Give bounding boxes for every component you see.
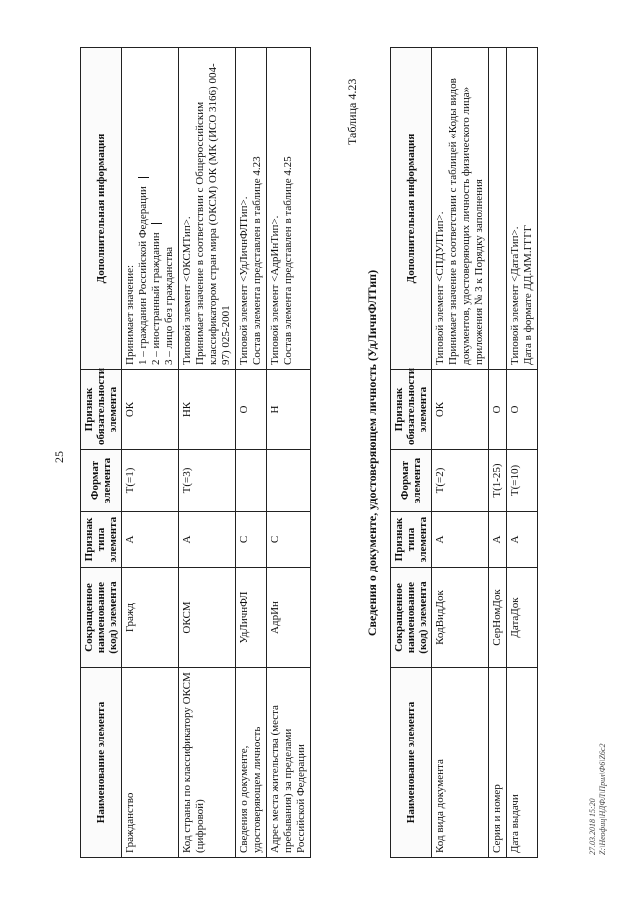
cell-format (236, 450, 267, 512)
cell-required: О (489, 370, 507, 450)
file-stamp (588, 744, 608, 855)
header-required: Признак обязательности элемента (81, 370, 122, 450)
table-row (489, 48, 507, 858)
header-format: Формат элемента (391, 450, 432, 512)
cell-name: Адрес места жительства (места пребывания) за пределами Российской Федерации (267, 668, 311, 858)
info-line: Типовой элемент <УдЛичнФЛТип>. (238, 196, 250, 365)
info-line: Типовой элемент <АдрИнТип>. (269, 215, 281, 365)
cell-info (489, 48, 507, 370)
table-row (122, 48, 179, 858)
table-caption: Таблица 4.23 (345, 78, 359, 145)
table-row (432, 48, 489, 858)
info-line: 3 – лицо без гражданства (163, 246, 175, 365)
cell-info (507, 48, 538, 370)
correction-mark (151, 223, 162, 224)
info-line: Типовой элемент <ОКСМТип>. (181, 216, 193, 365)
cell-required: ОК (432, 370, 489, 450)
correction-mark (138, 177, 149, 178)
header-code: Сокращенное наименование (код) элемента (81, 568, 122, 668)
cell-format: T(=2) (432, 450, 489, 512)
stamp-path: Z:\Неофиц\НДФЛ\Прил\Ф6\Z6c2 (598, 743, 607, 855)
cell-info (236, 48, 267, 370)
cell-type: А (122, 512, 179, 568)
table-header-row (81, 48, 122, 858)
cell-type: А (432, 512, 489, 568)
header-name: Наименование элемента (81, 668, 122, 858)
cell-required: НК (179, 370, 236, 450)
cell-code: УдЛичнФЛ (236, 568, 267, 668)
cell-code: АдрИн (267, 568, 311, 668)
cell-format: T(1-25) (489, 450, 507, 512)
cell-format: T(=3) (179, 450, 236, 512)
info-line: 2 – иностранный гражданин (150, 52, 163, 365)
cell-required: О (236, 370, 267, 450)
cell-format: T(=1) (122, 450, 179, 512)
info-line: Принимает значение в соответствии с Общероссийским классификатором стран мира (ОКСМ) ОК (МК (ИСО 3166) 004-97) 025-2001 (194, 63, 232, 365)
cell-type: А (179, 512, 236, 568)
table-row (267, 48, 311, 858)
cell-format: T(=10) (507, 450, 538, 512)
info-line: 1 – гражданин Российской Федерации (137, 52, 150, 365)
cell-code: СерНомДок (489, 568, 507, 668)
header-info: Дополнительная информация (391, 48, 432, 370)
elements-table-2 (390, 47, 538, 858)
table-row (179, 48, 236, 858)
cell-format (267, 450, 311, 512)
page-number: 25 (52, 451, 66, 463)
cell-required: ОК (122, 370, 179, 450)
cell-type: А (489, 512, 507, 568)
cell-required: О (507, 370, 538, 450)
cell-type: С (236, 512, 267, 568)
stamp-date: 27.03.2018 15:20 (588, 798, 597, 855)
table-row (507, 48, 538, 858)
cell-info (122, 48, 179, 370)
cell-type: А (507, 512, 538, 568)
table-title: Сведения о документе, удостоверяющем личность (УдЛичнФЛТип) (365, 269, 379, 637)
info-line: Типовой элемент <СПДУЛТип>. (434, 211, 446, 365)
table-header-row (391, 48, 432, 858)
cell-code: КодВидДок (432, 568, 489, 668)
cell-name: Сведения о документе, удостоверяющем личность (236, 668, 267, 858)
cell-name: Дата выдачи (507, 668, 538, 858)
cell-info (432, 48, 489, 370)
info-line: Принимает значение в соответствии с таблицей «Коды видов документов, удостоверяющих личность физического лица» приложения № 3 к Порядку заполнения (447, 78, 485, 365)
cell-name: Код страны по классификатору ОКСМ (цифровой) (179, 668, 236, 858)
info-line: Дата в формате ДД.ММ.ГГГГ (522, 224, 534, 365)
elements-table-1 (80, 47, 311, 858)
header-type: Признак типа элемента (391, 512, 432, 568)
header-format: Формат элемента (81, 450, 122, 512)
info-line: Типовой элемент <ДатаТип>. (509, 226, 521, 365)
cell-code: ДатаДок (507, 568, 538, 668)
cell-name: Гражданство (122, 668, 179, 858)
cell-code: Гражд (122, 568, 179, 668)
info-line: Состав элемента представлен в таблице 4.23 (251, 156, 263, 365)
header-code: Сокращенное наименование (код) элемента (391, 568, 432, 668)
cell-code: ОКСМ (179, 568, 236, 668)
header-type: Признак типа элемента (81, 512, 122, 568)
header-info: Дополнительная информация (81, 48, 122, 370)
cell-info (179, 48, 236, 370)
cell-name: Серия и номер (489, 668, 507, 858)
cell-name: Код вида документа (432, 668, 489, 858)
info-line: Состав элемента представлен в таблице 4.25 (282, 156, 294, 365)
header-name: Наименование элемента (391, 668, 432, 858)
cell-type: С (267, 512, 311, 568)
table-row (236, 48, 267, 858)
info-line: Принимает значение: (124, 264, 136, 365)
cell-required: Н (267, 370, 311, 450)
cell-info (267, 48, 311, 370)
header-required: Признак обязательности элемента (391, 370, 432, 450)
